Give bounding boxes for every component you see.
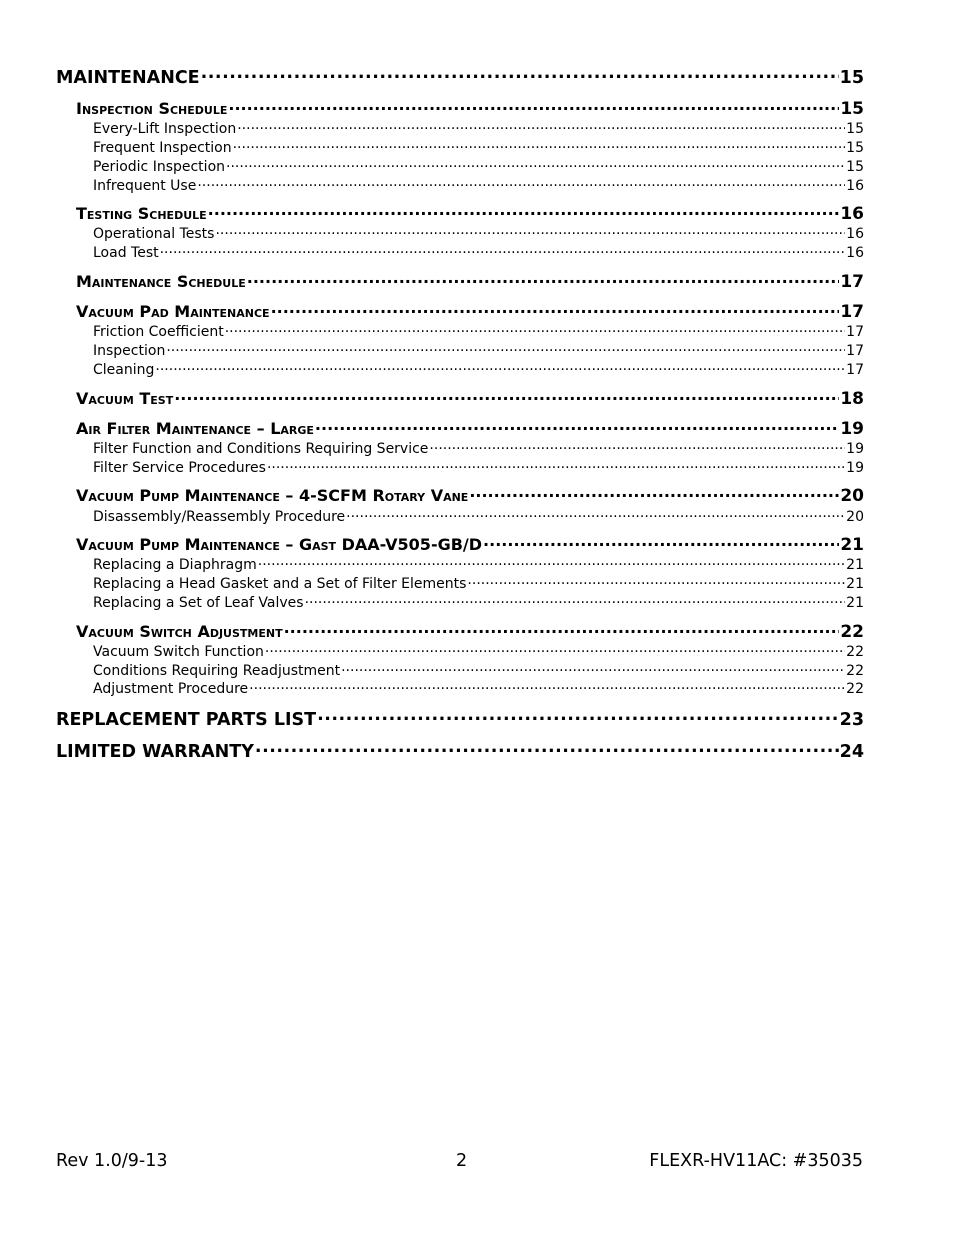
toc-leader-dots — [174, 388, 839, 404]
toc-entry-title: LIMITED WARRANTY — [56, 741, 254, 762]
toc-entry-page: 21 — [846, 595, 864, 611]
toc-leader-dots — [208, 203, 840, 219]
toc-entry-page: 23 — [839, 709, 864, 730]
toc-entry-title: Friction Coefficient — [93, 324, 224, 340]
toc-entry-page: 17 — [840, 272, 864, 292]
toc-entry-load-test[interactable] — [93, 243, 864, 261]
toc-entry-title: Inspection — [93, 343, 166, 359]
toc-entry-limited-warranty[interactable] — [56, 739, 864, 762]
toc-entry-inspection-schedule[interactable] — [76, 98, 864, 119]
footer-page-number: 2 — [456, 1151, 468, 1171]
toc-entry-page: 17 — [846, 362, 864, 378]
toc-entry-title: Testing Schedule — [76, 204, 207, 223]
toc-entry-pump-maintenance-rotary-vane[interactable] — [76, 485, 864, 506]
toc-entry-replacing-diaphragm[interactable] — [93, 555, 864, 573]
toc-entry-title: Cleaning — [93, 362, 155, 378]
toc-leader-dots — [197, 176, 845, 190]
toc-entry-vacuum-switch-adjustment[interactable] — [76, 621, 864, 642]
toc-entry-title: Replacing a Diaphragm — [93, 557, 257, 573]
toc-entry-title: Inspection Schedule — [76, 99, 228, 118]
toc-entry-title: Vacuum Switch Adjustment — [76, 622, 283, 641]
toc-leader-dots — [226, 157, 845, 171]
toc-entry-title: Disassembly/Reassembly Procedure — [93, 509, 346, 525]
toc-entry-title: Infrequent Use — [93, 178, 197, 194]
toc-entry-disassembly-procedure[interactable] — [93, 507, 864, 525]
toc-entry-page: 21 — [846, 576, 864, 592]
toc-entry-title: Vacuum Pump Maintenance – 4-SCFM Rotary Vane — [76, 486, 469, 505]
toc-leader-dots — [265, 642, 845, 656]
toc-entry-title: Vacuum Pad Maintenance — [76, 302, 270, 321]
toc-entry-page: 22 — [840, 622, 864, 642]
toc-entry-title: Air Filter Maintenance – Large — [76, 419, 314, 438]
toc-leader-dots — [225, 322, 845, 336]
toc-leader-dots — [155, 360, 845, 374]
toc-entry-pump-maintenance-gast[interactable] — [76, 534, 864, 555]
toc-entry-vacuum-test[interactable] — [76, 388, 864, 409]
toc-entry-page: 15 — [846, 159, 864, 175]
toc-entry-periodic-inspection[interactable] — [93, 157, 864, 175]
toc-entry-replacing-leaf-valves[interactable] — [93, 593, 864, 611]
toc-entry-title: Every-Lift Inspection — [93, 121, 237, 137]
toc-entry-replacement-parts-list[interactable] — [56, 707, 864, 730]
toc-entry-page: 16 — [846, 245, 864, 261]
toc-entry-title: Periodic Inspection — [93, 159, 226, 175]
toc-leader-dots — [249, 679, 845, 693]
toc-entry-title: Conditions Requiring Readjustment — [93, 663, 341, 679]
toc-entry-every-lift-inspection[interactable] — [93, 119, 864, 137]
toc-entry-page: 16 — [846, 226, 864, 242]
toc-leader-dots — [160, 243, 846, 257]
toc-entry-infrequent-use[interactable] — [93, 176, 864, 194]
toc-entry-page: 15 — [840, 99, 864, 119]
toc-entry-page: 15 — [846, 121, 864, 137]
toc-entry-page: 19 — [846, 460, 864, 476]
toc-entry-replacing-head-gasket[interactable] — [93, 574, 864, 592]
toc-entry-title: Load Test — [93, 245, 159, 261]
toc-leader-dots — [284, 621, 840, 637]
toc-entry-title: REPLACEMENT PARTS LIST — [56, 709, 317, 730]
toc-leader-dots — [315, 418, 839, 434]
toc-entry-operational-tests[interactable] — [93, 224, 864, 242]
toc-entry-adjustment-procedure[interactable] — [93, 679, 864, 697]
toc-entry-title: Vacuum Switch Function — [93, 644, 264, 660]
toc-entry-page: 22 — [846, 644, 864, 660]
toc-leader-dots — [305, 593, 846, 607]
toc-entry-title: Filter Function and Conditions Requiring Service — [93, 441, 429, 457]
toc-entry-title: MAINTENANCE — [56, 67, 200, 88]
toc-leader-dots — [346, 507, 845, 521]
toc-leader-dots — [271, 301, 840, 317]
toc-entry-cleaning[interactable] — [93, 360, 864, 378]
toc-leader-dots — [201, 65, 839, 83]
toc-entry-page: 19 — [840, 419, 864, 439]
toc-entry-page: 17 — [846, 324, 864, 340]
toc-leader-dots — [255, 739, 839, 757]
toc-entry-page: 20 — [846, 509, 864, 525]
toc-entry-page: 15 — [846, 140, 864, 156]
toc-entry-testing-schedule[interactable] — [76, 203, 864, 224]
toc-entry-page: 22 — [846, 663, 864, 679]
toc-entry-page: 16 — [840, 204, 864, 224]
toc-entry-page: 18 — [840, 389, 864, 409]
toc-entry-vacuum-switch-function[interactable] — [93, 642, 864, 660]
toc-leader-dots — [467, 574, 845, 588]
toc-leader-dots — [483, 534, 839, 550]
toc-entry-page: 16 — [846, 178, 864, 194]
toc-entry-page: 21 — [840, 535, 864, 555]
toc-entry-conditions-readjustment[interactable] — [93, 661, 864, 679]
toc-leader-dots — [341, 661, 845, 675]
toc-entry-filter-service-procedures[interactable] — [93, 458, 864, 476]
toc-entry-title: Maintenance Schedule — [76, 272, 246, 291]
toc-leader-dots — [233, 138, 846, 152]
toc-leader-dots — [469, 485, 839, 501]
toc-entry-filter-function[interactable] — [93, 439, 864, 457]
footer-revision: Rev 1.0/9-13 — [56, 1151, 168, 1171]
toc-leader-dots — [166, 341, 845, 355]
toc-entry-maintenance[interactable] — [56, 65, 864, 88]
toc-entry-page: 20 — [840, 486, 864, 506]
toc-entry-title: Replacing a Head Gasket and a Set of Filter Elements — [93, 576, 467, 592]
toc-entry-title: Vacuum Test — [76, 389, 174, 408]
toc-entry-inspection[interactable] — [93, 341, 864, 359]
toc-entry-frequent-inspection[interactable] — [93, 138, 864, 156]
toc-entry-title: Filter Service Procedures — [93, 460, 266, 476]
toc-leader-dots — [267, 458, 845, 472]
toc-entry-page: 17 — [840, 302, 864, 322]
toc-leader-dots — [429, 439, 845, 453]
toc-entry-title: Operational Tests — [93, 226, 215, 242]
toc-leader-dots — [237, 119, 845, 133]
toc-entry-page: 15 — [839, 67, 864, 88]
toc-entry-page: 21 — [846, 557, 864, 573]
toc-entry-title: Vacuum Pump Maintenance – Gast DAA-V505-GB/D — [76, 535, 483, 554]
toc-entry-page: 22 — [846, 681, 864, 697]
toc-leader-dots — [247, 271, 840, 287]
toc-entry-title: Adjustment Procedure — [93, 681, 249, 697]
toc-entry-page: 19 — [846, 441, 864, 457]
footer-document-id: FLEXR-HV11AC: #35035 — [649, 1151, 863, 1171]
toc-entry-title: Frequent Inspection — [93, 140, 232, 156]
toc-entry-air-filter-maintenance[interactable] — [76, 418, 864, 439]
toc-entry-title: Replacing a Set of Leaf Valves — [93, 595, 304, 611]
toc-leader-dots — [215, 224, 845, 238]
toc-leader-dots — [258, 555, 845, 569]
toc-entry-vacuum-pad-maintenance[interactable] — [76, 301, 864, 322]
toc-entry-page: 24 — [839, 741, 864, 762]
toc-entry-page: 17 — [846, 343, 864, 359]
toc-entry-friction-coefficient[interactable] — [93, 322, 864, 340]
toc-entry-maintenance-schedule[interactable] — [76, 271, 864, 292]
toc-leader-dots — [228, 98, 839, 114]
toc-leader-dots — [317, 707, 839, 725]
